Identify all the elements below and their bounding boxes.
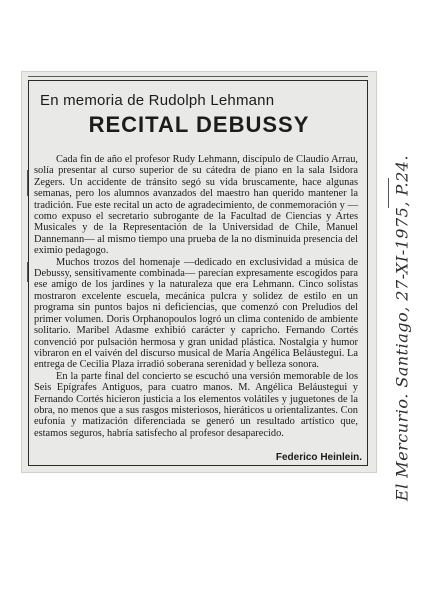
margin-mark (27, 170, 28, 196)
top-rule (28, 76, 368, 77)
article-body (34, 154, 358, 439)
paragraph: En la parte final del concierto se escuchó una versión memorable de los Seis Epígrafes Antiguos, para cuatro manos. M. Angélica Beláustegui y Fernando Cortés hicieron justicia a los elementos volátiles y juguetones de la obra, no menos que a sus rasgos misteriosos, hieráticos u orientalizantes. Con eufonía y matización diferenciada se generó un resultado artístico que, estamos seguros, habría satisfecho al profesor desaparecido. (34, 370, 358, 439)
article-headline: En memoria de Rudolph Lehmann (40, 92, 275, 109)
margin-mark (388, 178, 389, 208)
paragraph: Cada fin de año el profesor Rudy Lehmann, discípulo de Claudio Arrau, solía presentar al curso superior de su cátedra de piano en la sala Isidora Zegers. Un accidente de tránsito segó su vida bruscamente, hace algunas semanas, pero los alumnos avanzados del maestro han querido mantener la tradición. Fue este recital un acto de agradecimiento, de conmemoración y —como expuso el secretario subrogante de la Facultad de Ciencias y Artes Musicales y de la Representación de la Universidad de Chile, Manuel Dannemann— al mismo tiempo una prueba de la no disminuida presencia del eximio pedagogo. (34, 154, 358, 257)
paragraph: Muchos trozos del homenaje —dedicado en exclusividad a música de Debussy, sensitivamente combinada— parecían expresamente escogidos para ese amigo de los jardines y la naturaleza que era Lehmann. Cinco solistas mostraron excelente escuela, mecánica pulcra y solidez de estilo en un programa sin puntos bajos ni deficiencias, que comenzó con Preludios del primer volumen. Doris Orphanopoulos logró un clima contenido de ambiente solitario. Maribel Adasme exhibió carácter y capricho. Fernando Cortés convenció por pulsación hermosa y gran unidad plástica. Nostalgia y humor vibraron en el vaivén del discurso musical de María Angélica Beláustegui. La entrega de Cecilia Plaza irradió soberana serenidad y belleza sonora. (34, 256, 358, 371)
margin-mark (27, 262, 28, 282)
author-signature: Federico Heinlein. (275, 452, 362, 463)
handwritten-source-note: El Mercurio. Santiago, 27-XI-1975, P.24. (392, 154, 412, 502)
article-title: RECITAL DEBUSSY (88, 112, 310, 137)
newspaper-clipping (22, 72, 376, 472)
